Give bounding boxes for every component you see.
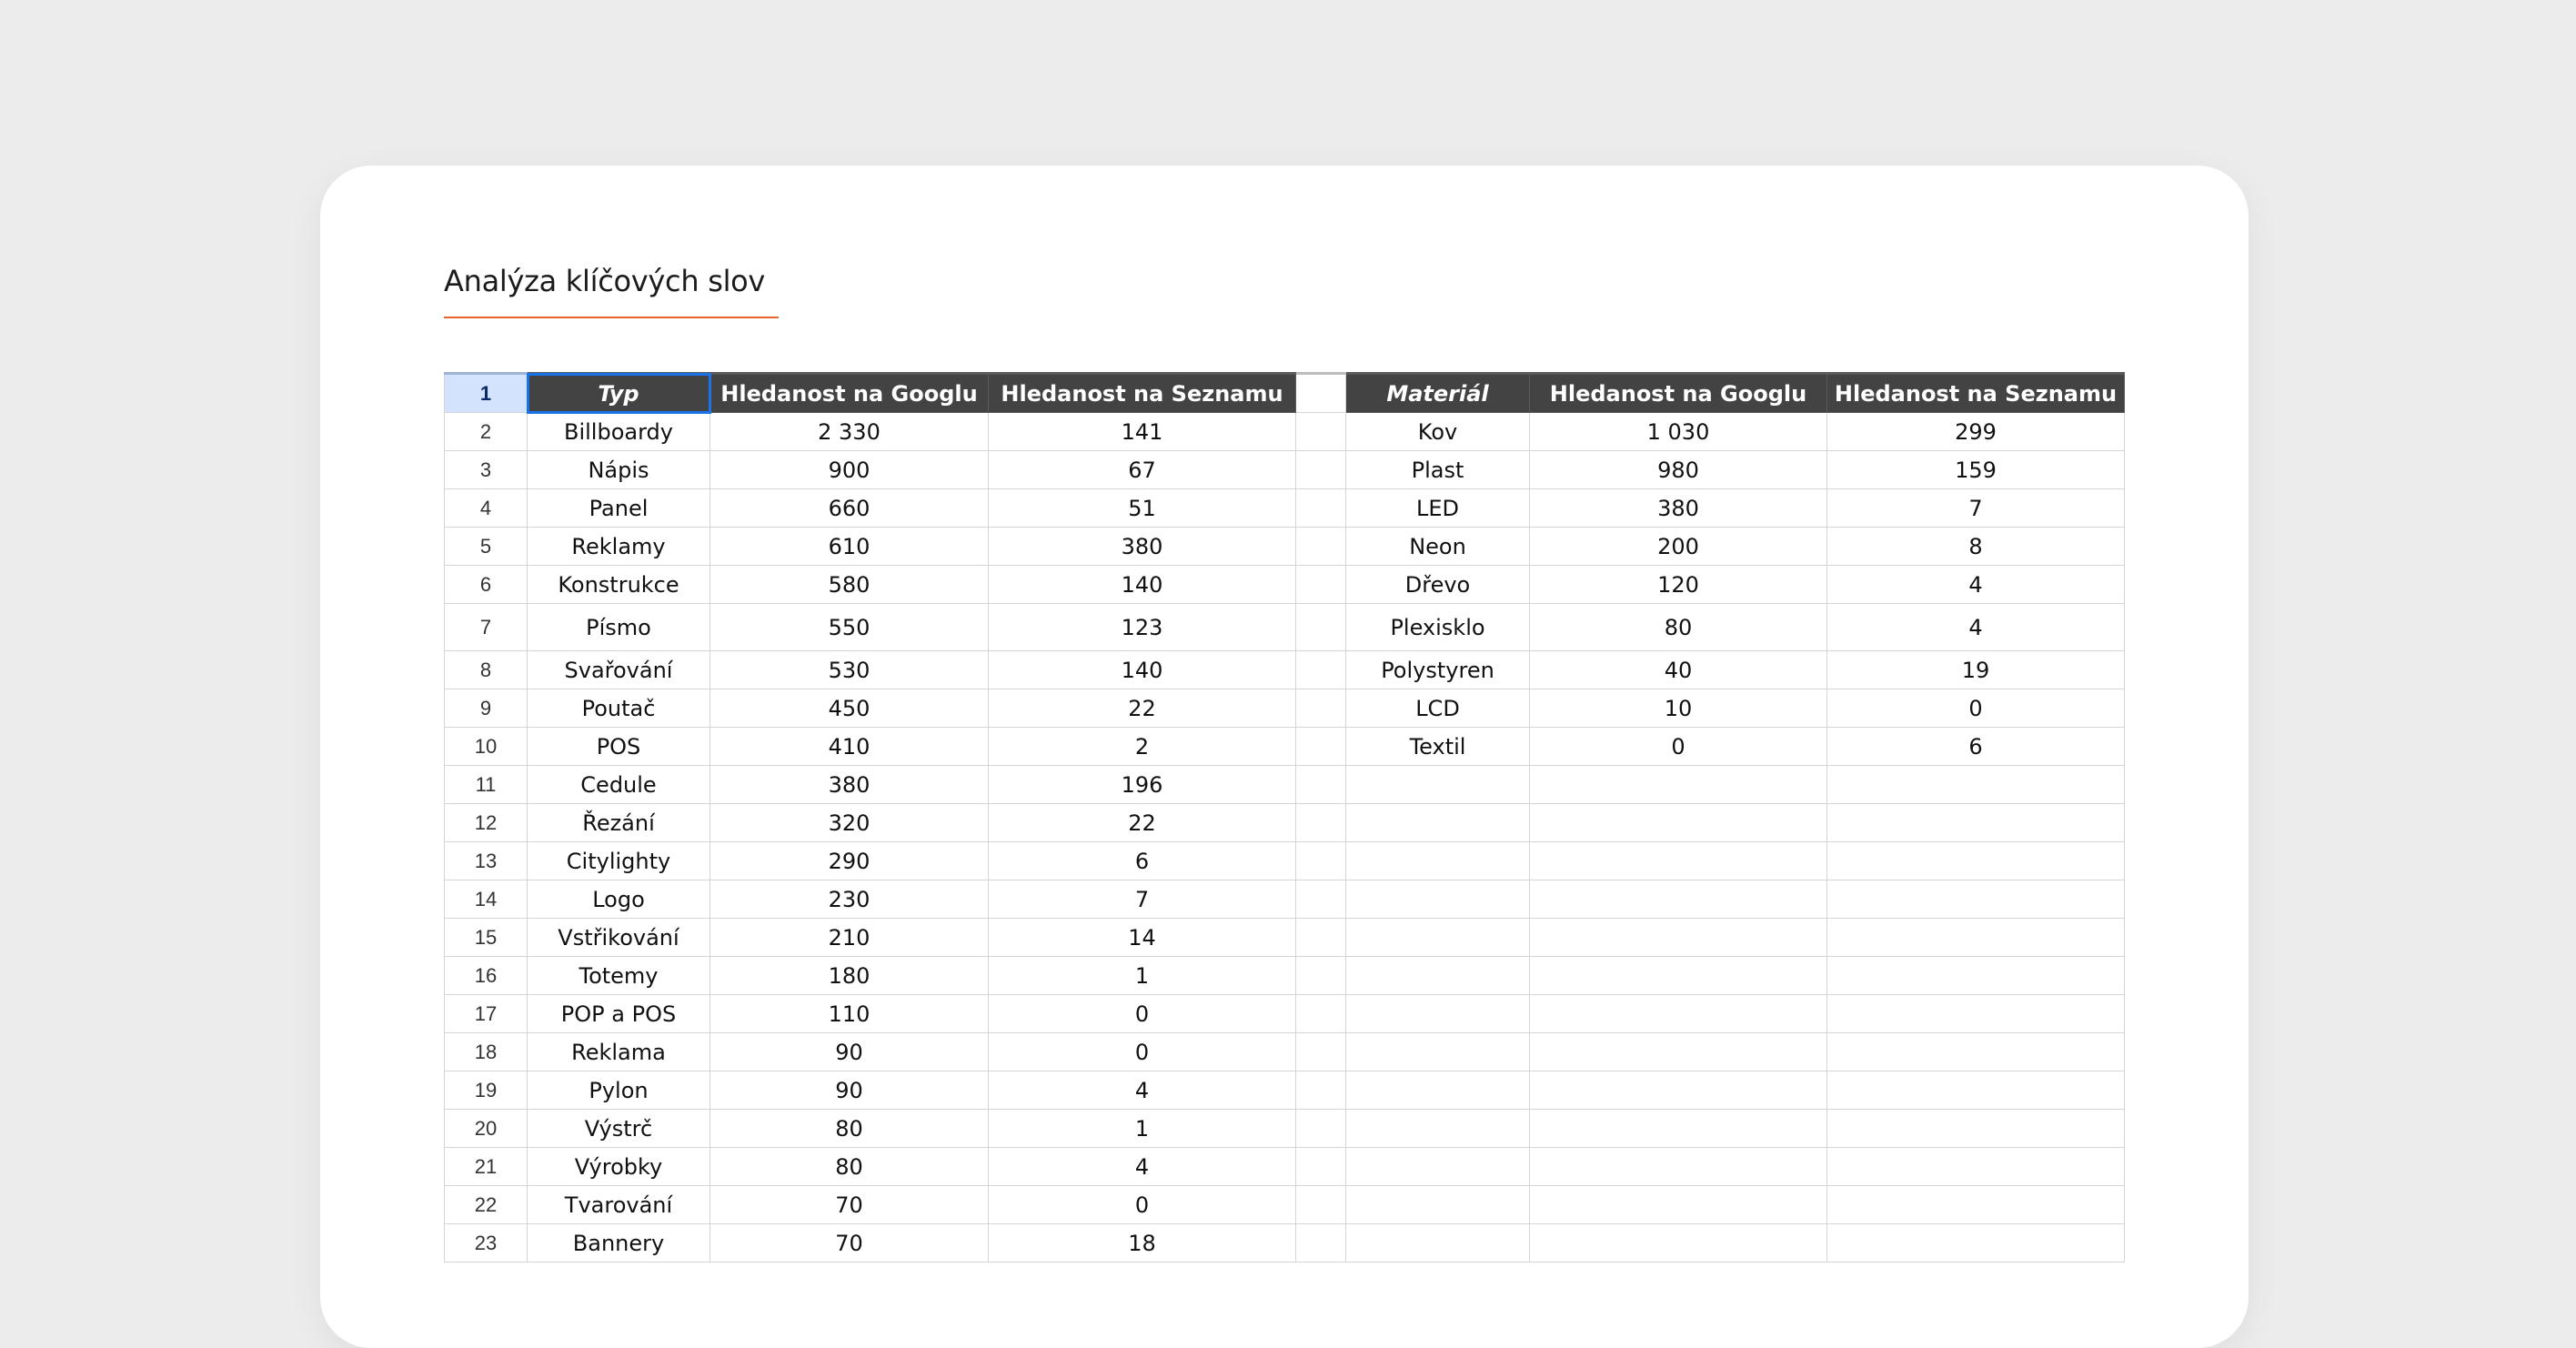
- spacer-cell[interactable]: [1296, 880, 1346, 919]
- cell-google[interactable]: 550: [710, 604, 989, 651]
- table-body: [445, 374, 2125, 1262]
- cell-seznam[interactable]: 299: [1827, 413, 2125, 451]
- cell-seznam[interactable]: 2: [989, 728, 1296, 766]
- cell-google[interactable]: 90: [710, 1033, 989, 1071]
- row-number[interactable]: 6: [445, 566, 528, 604]
- cell-google[interactable]: 10: [1530, 689, 1827, 728]
- cell-seznam[interactable]: 22: [989, 804, 1296, 842]
- cell-seznam[interactable]: 4: [989, 1148, 1296, 1186]
- row-number[interactable]: 13: [445, 842, 528, 880]
- cell-google[interactable]: 660: [710, 489, 989, 528]
- table-row: [445, 489, 2125, 528]
- cell-type[interactable]: Cedule: [528, 766, 710, 804]
- cell-google[interactable]: 80: [1530, 604, 1827, 651]
- spacer-cell[interactable]: [1296, 489, 1346, 528]
- cell-seznam[interactable]: 4: [989, 1071, 1296, 1110]
- spacer-cell[interactable]: [1296, 413, 1346, 451]
- cell-seznam[interactable]: 1: [989, 957, 1296, 995]
- cell-material[interactable]: Plexisklo: [1346, 604, 1530, 651]
- cell-type[interactable]: Poutač: [528, 689, 710, 728]
- cell-material[interactable]: Plast: [1346, 451, 1530, 489]
- cell-google[interactable]: 0: [1530, 728, 1827, 766]
- row-number[interactable]: 7: [445, 604, 528, 651]
- cell-google[interactable]: 410: [710, 728, 989, 766]
- cell-google[interactable]: 580: [710, 566, 989, 604]
- cell-google[interactable]: 80: [710, 1110, 989, 1148]
- header-cell-typ[interactable]: Typ: [528, 374, 710, 413]
- spreadsheet-grid: [444, 372, 2125, 1262]
- cell-seznam[interactable]: [1827, 1186, 2125, 1224]
- cell-material[interactable]: [1346, 1033, 1530, 1071]
- cell-material[interactable]: [1346, 766, 1530, 804]
- cell-seznam[interactable]: 159: [1827, 451, 2125, 489]
- cell-type[interactable]: Reklama: [528, 1033, 710, 1071]
- cell-material[interactable]: [1346, 804, 1530, 842]
- table-row: [445, 919, 2125, 957]
- spacer-cell[interactable]: [1296, 1033, 1346, 1071]
- table-row: [445, 1186, 2125, 1224]
- cell-material[interactable]: Neon: [1346, 528, 1530, 566]
- cell-google[interactable]: 2 330: [710, 413, 989, 451]
- header-cell-seznam[interactable]: Hledanost na Seznamu: [1827, 374, 2125, 413]
- cell-seznam[interactable]: 4: [1827, 604, 2125, 651]
- row-number[interactable]: 9: [445, 689, 528, 728]
- cell-seznam[interactable]: [1827, 1110, 2125, 1148]
- cell-seznam[interactable]: 1: [989, 1110, 1296, 1148]
- cell-type[interactable]: Billboardy: [528, 413, 710, 451]
- row-number[interactable]: 11: [445, 766, 528, 804]
- row-number[interactable]: 1: [445, 374, 528, 413]
- cell-material[interactable]: [1346, 1110, 1530, 1148]
- cell-google[interactable]: [1530, 1110, 1827, 1148]
- cell-type[interactable]: POP a POS: [528, 995, 710, 1033]
- cell-google[interactable]: [1530, 1186, 1827, 1224]
- cell-google[interactable]: 70: [710, 1224, 989, 1262]
- cell-seznam[interactable]: [1827, 842, 2125, 880]
- row-number[interactable]: 5: [445, 528, 528, 566]
- row-number[interactable]: 22: [445, 1186, 528, 1224]
- spacer-cell[interactable]: [1296, 728, 1346, 766]
- cell-seznam[interactable]: [1827, 995, 2125, 1033]
- cell-google[interactable]: [1530, 1148, 1827, 1186]
- table-row: [445, 604, 2125, 651]
- row-number[interactable]: 4: [445, 489, 528, 528]
- cell-material[interactable]: [1346, 1071, 1530, 1110]
- spacer-cell[interactable]: [1296, 566, 1346, 604]
- cell-seznam[interactable]: 140: [989, 651, 1296, 689]
- spacer-cell[interactable]: [1296, 842, 1346, 880]
- cell-seznam[interactable]: 6: [1827, 728, 2125, 766]
- spacer-cell[interactable]: [1296, 604, 1346, 651]
- row-number[interactable]: 19: [445, 1071, 528, 1110]
- spacer-cell[interactable]: [1296, 919, 1346, 957]
- spacer-cell[interactable]: [1296, 451, 1346, 489]
- cell-type[interactable]: Tvarování: [528, 1186, 710, 1224]
- cell-google[interactable]: 200: [1530, 528, 1827, 566]
- cell-material[interactable]: [1346, 919, 1530, 957]
- table-row: [445, 1148, 2125, 1186]
- row-number[interactable]: 15: [445, 919, 528, 957]
- cell-seznam[interactable]: 14: [989, 919, 1296, 957]
- cell-seznam[interactable]: 380: [989, 528, 1296, 566]
- spacer-cell[interactable]: [1296, 528, 1346, 566]
- spacer-cell[interactable]: [1296, 766, 1346, 804]
- cell-type[interactable]: Nápis: [528, 451, 710, 489]
- title-underline: [444, 317, 779, 318]
- table-row: [445, 1071, 2125, 1110]
- page-title: Analýza klíčových slov: [444, 264, 766, 298]
- table-row: [445, 728, 2125, 766]
- header-cell-seznam[interactable]: Hledanost na Seznamu: [989, 374, 1296, 413]
- table-row: [445, 842, 2125, 880]
- cell-seznam[interactable]: 0: [1827, 689, 2125, 728]
- cell-type[interactable]: Řezání: [528, 804, 710, 842]
- cell-material[interactable]: [1346, 1186, 1530, 1224]
- cell-google[interactable]: 1 030: [1530, 413, 1827, 451]
- table-row: [445, 880, 2125, 919]
- row-number[interactable]: 3: [445, 451, 528, 489]
- cell-google[interactable]: 40: [1530, 651, 1827, 689]
- cell-google[interactable]: 230: [710, 880, 989, 919]
- table-row: [445, 451, 2125, 489]
- cell-seznam[interactable]: [1827, 1148, 2125, 1186]
- header-cell-google[interactable]: Hledanost na Googlu: [710, 374, 989, 413]
- cell-type[interactable]: Písmo: [528, 604, 710, 651]
- cell-google[interactable]: 610: [710, 528, 989, 566]
- cell-google[interactable]: 900: [710, 451, 989, 489]
- table-row: [445, 528, 2125, 566]
- cell-google[interactable]: 110: [710, 995, 989, 1033]
- table-row: [445, 566, 2125, 604]
- cell-seznam[interactable]: 140: [989, 566, 1296, 604]
- table-row: [445, 804, 2125, 842]
- cell-material[interactable]: [1346, 880, 1530, 919]
- cell-seznam[interactable]: [1827, 919, 2125, 957]
- cell-google[interactable]: [1530, 995, 1827, 1033]
- cell-seznam[interactable]: [1827, 957, 2125, 995]
- cell-seznam[interactable]: 19: [1827, 651, 2125, 689]
- table-row: [445, 766, 2125, 804]
- table-row: [445, 689, 2125, 728]
- cell-seznam[interactable]: [1827, 880, 2125, 919]
- table-row: [445, 651, 2125, 689]
- cell-seznam[interactable]: 22: [989, 689, 1296, 728]
- cell-google[interactable]: 380: [1530, 489, 1827, 528]
- row-number[interactable]: 16: [445, 957, 528, 995]
- cell-type[interactable]: Logo: [528, 880, 710, 919]
- spacer-cell[interactable]: [1296, 689, 1346, 728]
- row-number[interactable]: 23: [445, 1224, 528, 1262]
- header-cell-material[interactable]: Materiál: [1346, 374, 1530, 413]
- table-row: [445, 957, 2125, 995]
- spacer-cell[interactable]: [1296, 1148, 1346, 1186]
- keyword-table: [444, 372, 2125, 1262]
- cell-type[interactable]: Totemy: [528, 957, 710, 995]
- cell-google[interactable]: 530: [710, 651, 989, 689]
- cell-google[interactable]: 80: [710, 1148, 989, 1186]
- cell-seznam[interactable]: [1827, 1033, 2125, 1071]
- spacer-cell[interactable]: [1296, 374, 1346, 413]
- cell-type[interactable]: Vstřikování: [528, 919, 710, 957]
- cell-google[interactable]: 450: [710, 689, 989, 728]
- cell-material[interactable]: [1346, 995, 1530, 1033]
- cell-seznam[interactable]: 4: [1827, 566, 2125, 604]
- cell-type[interactable]: Pylon: [528, 1071, 710, 1110]
- cell-material[interactable]: Dřevo: [1346, 566, 1530, 604]
- cell-google[interactable]: [1530, 804, 1827, 842]
- table-row: [445, 995, 2125, 1033]
- cell-seznam[interactable]: 0: [989, 1033, 1296, 1071]
- header-row: [445, 374, 2125, 413]
- row-number[interactable]: 18: [445, 1033, 528, 1071]
- cell-type[interactable]: Panel: [528, 489, 710, 528]
- table-row: [445, 1224, 2125, 1262]
- cell-seznam[interactable]: 196: [989, 766, 1296, 804]
- cell-seznam[interactable]: 7: [989, 880, 1296, 919]
- row-number[interactable]: 8: [445, 651, 528, 689]
- cell-type[interactable]: Výstrč: [528, 1110, 710, 1148]
- cell-google[interactable]: [1530, 842, 1827, 880]
- cell-seznam[interactable]: 18: [989, 1224, 1296, 1262]
- cell-google[interactable]: 210: [710, 919, 989, 957]
- row-number[interactable]: 10: [445, 728, 528, 766]
- spacer-cell[interactable]: [1296, 804, 1346, 842]
- cell-seznam[interactable]: [1827, 1071, 2125, 1110]
- cell-google[interactable]: 290: [710, 842, 989, 880]
- cell-material[interactable]: [1346, 1148, 1530, 1186]
- cell-seznam[interactable]: 141: [989, 413, 1296, 451]
- row-number[interactable]: 2: [445, 413, 528, 451]
- cell-material[interactable]: LED: [1346, 489, 1530, 528]
- cell-google[interactable]: 120: [1530, 566, 1827, 604]
- spacer-cell[interactable]: [1296, 957, 1346, 995]
- cell-seznam[interactable]: 123: [989, 604, 1296, 651]
- cell-type[interactable]: Konstrukce: [528, 566, 710, 604]
- cell-google[interactable]: [1530, 957, 1827, 995]
- cell-seznam[interactable]: 51: [989, 489, 1296, 528]
- spacer-cell[interactable]: [1296, 1071, 1346, 1110]
- cell-material[interactable]: Kov: [1346, 413, 1530, 451]
- cell-google[interactable]: [1530, 880, 1827, 919]
- cell-material[interactable]: [1346, 957, 1530, 995]
- cell-google[interactable]: [1530, 1224, 1827, 1262]
- cell-seznam[interactable]: 0: [989, 1186, 1296, 1224]
- cell-google[interactable]: 180: [710, 957, 989, 995]
- cell-material[interactable]: Textil: [1346, 728, 1530, 766]
- cell-seznam[interactable]: [1827, 766, 2125, 804]
- spacer-cell[interactable]: [1296, 651, 1346, 689]
- cell-seznam[interactable]: 8: [1827, 528, 2125, 566]
- cell-google[interactable]: 980: [1530, 451, 1827, 489]
- cell-google[interactable]: 320: [710, 804, 989, 842]
- cell-google[interactable]: 70: [710, 1186, 989, 1224]
- cell-type[interactable]: Reklamy: [528, 528, 710, 566]
- cell-seznam[interactable]: 0: [989, 995, 1296, 1033]
- cell-google[interactable]: [1530, 1071, 1827, 1110]
- spacer-cell[interactable]: [1296, 1224, 1346, 1262]
- cell-google[interactable]: [1530, 919, 1827, 957]
- cell-google[interactable]: 90: [710, 1071, 989, 1110]
- cell-seznam[interactable]: 7: [1827, 489, 2125, 528]
- cell-type[interactable]: Výrobky: [528, 1148, 710, 1186]
- row-number[interactable]: 21: [445, 1148, 528, 1186]
- cell-google[interactable]: [1530, 766, 1827, 804]
- cell-seznam[interactable]: 67: [989, 451, 1296, 489]
- spacer-cell[interactable]: [1296, 1110, 1346, 1148]
- table-row: [445, 1110, 2125, 1148]
- cell-seznam[interactable]: [1827, 804, 2125, 842]
- row-number[interactable]: 20: [445, 1110, 528, 1148]
- cell-type[interactable]: Citylighty: [528, 842, 710, 880]
- cell-seznam[interactable]: 6: [989, 842, 1296, 880]
- cell-material[interactable]: [1346, 1224, 1530, 1262]
- cell-material[interactable]: Polystyren: [1346, 651, 1530, 689]
- spacer-cell[interactable]: [1296, 1186, 1346, 1224]
- spacer-cell[interactable]: [1296, 995, 1346, 1033]
- cell-google[interactable]: [1530, 1033, 1827, 1071]
- cell-type[interactable]: Bannery: [528, 1224, 710, 1262]
- cell-type[interactable]: Svařování: [528, 651, 710, 689]
- header-cell-google[interactable]: Hledanost na Googlu: [1530, 374, 1827, 413]
- row-number[interactable]: 12: [445, 804, 528, 842]
- row-number[interactable]: 17: [445, 995, 528, 1033]
- cell-seznam[interactable]: [1827, 1224, 2125, 1262]
- table-row: [445, 1033, 2125, 1071]
- cell-material[interactable]: [1346, 842, 1530, 880]
- table-row: [445, 413, 2125, 451]
- cell-google[interactable]: 380: [710, 766, 989, 804]
- row-number[interactable]: 14: [445, 880, 528, 919]
- content-card: [320, 166, 2249, 1348]
- cell-material[interactable]: LCD: [1346, 689, 1530, 728]
- cell-type[interactable]: POS: [528, 728, 710, 766]
